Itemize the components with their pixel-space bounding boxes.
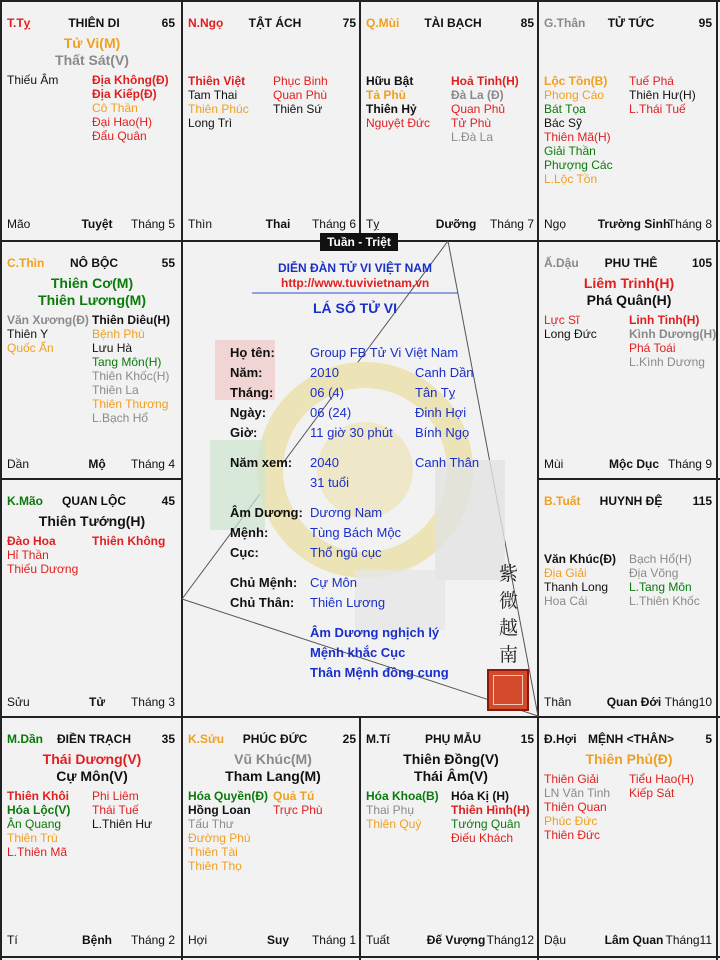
- minor-star: Nguyệt Đức: [366, 116, 431, 130]
- palace-name: TẬT ÁCH: [248, 16, 302, 30]
- minor-star: Thiên Khôi: [7, 789, 69, 803]
- minor-star: Thiên Hỷ: [366, 102, 417, 116]
- minor-star: Tấu Thư: [188, 817, 234, 831]
- main-star: Thiên Lương(M): [38, 292, 146, 308]
- info-value: 06 (4): [310, 385, 344, 400]
- palace-month: Tháng12: [486, 933, 534, 947]
- minor-star: Điếu Khách: [451, 831, 514, 845]
- minor-star: Thiên Đức: [544, 828, 601, 842]
- main-star: Thất Sát(V): [55, 52, 129, 68]
- palace-branch: Dậu: [544, 933, 567, 947]
- palace-can-chi: T.Tỵ: [7, 16, 31, 30]
- minor-star: Hỉ Thần: [7, 548, 49, 562]
- minor-star: Địa Giải: [544, 566, 587, 580]
- palace-branch: Sửu: [7, 695, 30, 709]
- minor-star: Thiên Sứ: [273, 102, 323, 116]
- minor-star: Trực Phù: [273, 803, 323, 817]
- minor-star: Ân Quang: [7, 817, 62, 831]
- minor-star: Đường Phù: [188, 831, 251, 845]
- palace-age: 5: [705, 732, 712, 746]
- info-value: Thổ ngũ cục: [310, 545, 382, 560]
- minor-star: Văn Khúc(Đ): [544, 552, 616, 566]
- minor-star: Thiên Không: [92, 534, 166, 548]
- minor-star: Tang Môn(H): [92, 355, 162, 369]
- minor-star: Địa Võng: [629, 566, 679, 580]
- palace-name: PHU THÊ: [604, 256, 658, 270]
- palace-branch: Hợi: [188, 933, 208, 947]
- palace-life-stage: Bệnh: [82, 933, 112, 947]
- info-label: Năm xem:: [230, 455, 293, 470]
- minor-star: Cô Thần: [92, 101, 138, 115]
- main-star: Thiên Đồng(V): [403, 751, 499, 767]
- info-value: 2010: [310, 365, 339, 380]
- palace-branch: Thân: [544, 695, 572, 709]
- minor-star: Hóa Quyền(Đ): [188, 789, 269, 803]
- palace-name: THIÊN DI: [68, 16, 120, 30]
- minor-star: Tử Phù: [451, 116, 492, 130]
- palace-life-stage: Mộ: [88, 457, 106, 471]
- minor-star: Thiên La: [92, 383, 139, 397]
- minor-star: Hóa Lộc(V): [7, 803, 71, 817]
- palace-branch: Mão: [7, 217, 31, 231]
- minor-star: Đại Hao(H): [92, 115, 153, 129]
- minor-star: Đà La (Đ): [451, 88, 504, 102]
- seal-char-2: 微: [499, 590, 519, 612]
- minor-star: Giải Thần: [544, 144, 596, 158]
- palace-name: QUAN LỘC: [62, 494, 126, 508]
- info-label: Giờ:: [230, 425, 258, 440]
- minor-star: Phượng Các: [544, 158, 613, 172]
- seal-char-4: 南: [499, 644, 519, 666]
- minor-star: L.Tang Môn: [629, 580, 692, 594]
- palace-age: 105: [691, 256, 712, 270]
- palace-name: TÀI BẠCH: [424, 16, 482, 30]
- palace-branch: Ngọ: [544, 217, 567, 231]
- palace-age: 95: [698, 16, 712, 30]
- minor-star: L.Thiên Khốc: [629, 594, 700, 608]
- info-value: Thiên Lương: [310, 595, 386, 610]
- minor-star: Địa Kiếp(Đ): [92, 87, 157, 101]
- palace-branch: Tí: [7, 933, 18, 947]
- minor-star: Thiên Phúc: [188, 102, 249, 116]
- info-label: Cục:: [230, 545, 259, 560]
- info-label: Họ tên:: [230, 345, 275, 360]
- main-star: Cự Môn(V): [56, 768, 128, 784]
- palace-name: PHÚC ĐỨC: [242, 732, 308, 746]
- chart-title: LÁ SỐ TỬ VI: [313, 300, 397, 316]
- minor-star: Tuế Phá: [629, 74, 674, 88]
- info-extra: Đinh Hợi: [415, 405, 467, 420]
- minor-star: Bác Sỹ: [544, 116, 583, 130]
- minor-star: L.Kình Dương: [629, 355, 705, 369]
- minor-star: Thanh Long: [544, 580, 609, 594]
- palace-can-chi: K.Sửu: [188, 732, 225, 746]
- info-value: 11 giờ 30 phút: [310, 425, 393, 440]
- main-star: Tham Lang(M): [225, 768, 321, 784]
- seal-char-3: 越: [499, 617, 519, 639]
- chart-note: Mệnh khắc Cục: [310, 645, 406, 660]
- minor-star: Bệnh Phù: [92, 327, 145, 341]
- palace-month: Tháng 1: [311, 933, 356, 947]
- palace-life-stage: Lâm Quan: [604, 933, 664, 947]
- minor-star: Bạch Hổ(H): [629, 552, 692, 566]
- palace-can-chi: Đ.Hợi: [544, 732, 577, 746]
- info-label: Tháng:: [230, 385, 274, 400]
- minor-star: Văn Xương(Đ): [7, 313, 89, 327]
- minor-star: L.Thiên Hư: [92, 817, 153, 831]
- minor-star: L.Đà La: [451, 130, 494, 144]
- palace-life-stage: Dưỡng: [435, 217, 477, 231]
- info-extra: Tân Tỵ: [415, 385, 456, 400]
- palace-life-stage: Đế Vượng: [426, 933, 486, 947]
- minor-star: Thiếu Dương: [7, 562, 79, 576]
- palace-branch: Mùi: [544, 457, 564, 471]
- palace-name: TỬ TỨC: [607, 16, 655, 30]
- info-value: Tùng Bách Mộc: [310, 525, 402, 540]
- chart-note: Thân Mệnh đồng cung: [310, 665, 449, 680]
- minor-star: Địa Không(Đ): [92, 73, 169, 87]
- minor-star: Phúc Đức: [544, 814, 598, 828]
- info-value: 2040: [310, 455, 339, 470]
- minor-star: Thiên Giải: [544, 772, 599, 786]
- palace-month: Tháng 3: [130, 695, 175, 709]
- info-label: Năm:: [230, 365, 263, 380]
- palace-month: Tháng 7: [489, 217, 534, 231]
- main-star: Thiên Tướng(H): [38, 513, 146, 529]
- palace-month: Tháng 9: [667, 457, 712, 471]
- minor-star: Lực Sĩ: [544, 313, 580, 327]
- forum-url[interactable]: http://www.tuvivietnam.vn: [281, 276, 430, 290]
- palace-can-chi: N.Ngọ: [188, 16, 224, 30]
- minor-star: Thiên Thọ: [188, 859, 242, 873]
- palace-can-chi: M.Tí: [366, 732, 390, 746]
- palace-name: NÔ BỘC: [70, 256, 118, 270]
- main-star: Liêm Trinh(H): [583, 275, 675, 291]
- minor-star: LN Văn Tinh: [544, 786, 611, 800]
- info-extra: Canh Thân: [415, 455, 480, 470]
- palace-branch: Dần: [7, 457, 30, 471]
- info-value: Group FB Tử Vi Việt Nam: [310, 345, 459, 360]
- minor-star: Thiên Tài: [188, 845, 238, 859]
- minor-star: Thiếu Âm: [7, 73, 59, 87]
- palace-branch: Tuất: [366, 933, 390, 947]
- main-star: Phá Quân(H): [586, 292, 672, 308]
- main-star: Thiên Phủ(Đ): [585, 751, 673, 767]
- info-label: Mệnh:: [230, 525, 269, 540]
- minor-star: Thiên Việt: [188, 74, 246, 88]
- palace-can-chi: Ấ.Dậu: [544, 256, 579, 270]
- minor-star: Thiên Thương: [92, 397, 169, 411]
- info-value: 31 tuổi: [310, 475, 350, 490]
- minor-star: L.Bạch Hổ: [92, 411, 149, 425]
- minor-star: Thái Tuế: [92, 803, 139, 817]
- minor-star: Hồng Loan: [188, 803, 251, 817]
- minor-star: Bát Tọa: [544, 102, 586, 116]
- palace-life-stage: Suy: [266, 933, 290, 947]
- info-label: Ngày:: [230, 405, 267, 420]
- palace-month: Tháng11: [665, 933, 712, 947]
- minor-star: Thiên Hình(H): [451, 803, 530, 817]
- palace-can-chi: C.Thìn: [7, 256, 45, 270]
- info-label: Âm Dương:: [230, 505, 303, 520]
- info-extra: Canh Dần: [415, 365, 474, 380]
- chart-note: Âm Dương nghịch lý: [310, 625, 440, 640]
- palace-branch: Tỵ: [366, 217, 380, 231]
- minor-star: Thiên Trù: [7, 831, 58, 845]
- palace-can-chi: G.Thân: [544, 16, 586, 30]
- palace-can-chi: B.Tuất: [544, 494, 581, 508]
- palace-month: Tháng 4: [130, 457, 175, 471]
- palace-can-chi: Q.Mùi: [366, 16, 400, 30]
- palace-month: Tháng 5: [130, 217, 175, 231]
- palace-month: Tháng 6: [311, 217, 356, 231]
- palace-month: Tháng 2: [130, 933, 175, 947]
- minor-star: Hóa Kị (H): [451, 789, 509, 803]
- minor-star: L.Thái Tuế: [629, 102, 686, 116]
- minor-star: Thiên Quan: [544, 800, 607, 814]
- minor-star: Phong Cáo: [544, 88, 605, 102]
- minor-star: Long Đức: [544, 327, 597, 341]
- minor-star: Đẩu Quân: [92, 129, 147, 143]
- palace-life-stage: Mộc Dục: [608, 457, 660, 471]
- seal-char-1: 紫: [499, 563, 519, 585]
- minor-star: Thai Phụ: [366, 803, 415, 817]
- palace-name: MỆNH <THÂN>: [587, 732, 675, 746]
- minor-star: Phục Binh: [273, 74, 328, 88]
- minor-star: Lộc Tồn(B): [544, 74, 608, 88]
- minor-star: Quả Tú: [273, 789, 315, 803]
- minor-star: Hóa Khoa(B): [366, 789, 439, 803]
- palace-life-stage: Thai: [265, 217, 291, 231]
- info-extra: Bính Ngọ: [415, 425, 470, 440]
- palace-life-stage: Tuyệt: [81, 217, 113, 231]
- red-seal-stamp: [487, 669, 529, 711]
- minor-star: Long Trì: [188, 116, 233, 130]
- minor-star: Tam Thai: [188, 88, 238, 102]
- palace-month: Tháng10: [664, 695, 712, 709]
- palace-branch: Thìn: [188, 217, 213, 231]
- minor-star: Tả Phù: [366, 88, 407, 102]
- palace-age: 75: [342, 16, 356, 30]
- main-star: Thiên Cơ(M): [50, 275, 134, 291]
- main-star: Vũ Khúc(M): [234, 751, 312, 767]
- palace-age: 35: [161, 732, 175, 746]
- palace-can-chi: M.Dần: [7, 732, 43, 746]
- minor-star: L.Thiên Mã: [7, 845, 68, 859]
- info-value: Dương Nam: [310, 505, 383, 520]
- info-value: Cự Môn: [310, 575, 357, 590]
- minor-star: Kình Dương(H): [629, 327, 717, 341]
- minor-star: Thiên Mã(H): [544, 130, 611, 144]
- minor-star: Phá Toái: [629, 341, 676, 355]
- minor-star: Thiên Y: [7, 327, 49, 341]
- palace-life-stage: Trường Sinh: [597, 217, 671, 231]
- minor-star: Quan Phủ: [451, 102, 506, 116]
- minor-star: Thiên Quý: [366, 817, 422, 831]
- minor-star: Phi Liêm: [92, 789, 139, 803]
- main-star: Thái Âm(V): [414, 768, 488, 784]
- minor-star: Tướng Quân: [451, 817, 521, 831]
- info-label: Chủ Thân:: [230, 595, 295, 610]
- minor-star: Hoả Tinh(H): [451, 74, 519, 88]
- minor-star: Kiếp Sát: [629, 786, 675, 800]
- palace-life-stage: Tử: [88, 695, 106, 709]
- minor-star: Đào Hoa: [7, 534, 56, 548]
- palace-life-stage: Quan Đới: [606, 695, 662, 709]
- palace-month: Tháng 8: [667, 217, 712, 231]
- palace-age: 65: [161, 16, 175, 30]
- minor-star: Thiên Diêu(H): [92, 313, 170, 327]
- palace-age: 115: [692, 494, 712, 508]
- palace-name: PHỤ MẪU: [425, 732, 481, 746]
- minor-star: L.Lộc Tồn: [544, 172, 598, 186]
- minor-star: Lưu Hà: [92, 341, 133, 355]
- palace-age: 15: [520, 732, 534, 746]
- minor-star: Hoa Cái: [544, 594, 588, 608]
- main-star: Thái Dương(V): [42, 751, 142, 767]
- palace-name: HUYNH ĐỆ: [599, 494, 663, 508]
- palace-age: 85: [520, 16, 534, 30]
- main-star: Tử Vi(M): [63, 35, 121, 51]
- minor-star: Linh Tinh(H): [629, 313, 700, 327]
- minor-star: Hữu Bật: [366, 74, 414, 88]
- minor-star: Thiên Khốc(H): [92, 369, 170, 383]
- forum-title: DIỄN ĐÀN TỬ VI VIỆT NAM: [278, 261, 432, 275]
- info-label: Chủ Mệnh:: [230, 575, 298, 590]
- palace-age: 55: [161, 256, 175, 270]
- info-value: 06 (24): [310, 405, 352, 420]
- minor-star: Quốc Ấn: [7, 341, 54, 355]
- minor-star: Quan Phù: [273, 88, 328, 102]
- palace-age: 45: [161, 494, 175, 508]
- minor-star: Thiên Hư(H): [629, 88, 696, 102]
- palace-can-chi: K.Mão: [7, 494, 43, 508]
- palace-age: 25: [342, 732, 356, 746]
- tuan-triet-label: Tuần - Triệt: [320, 233, 398, 251]
- minor-star: Tiểu Hao(H): [629, 772, 694, 786]
- palace-name: ĐIỀN TRẠCH: [57, 732, 131, 746]
